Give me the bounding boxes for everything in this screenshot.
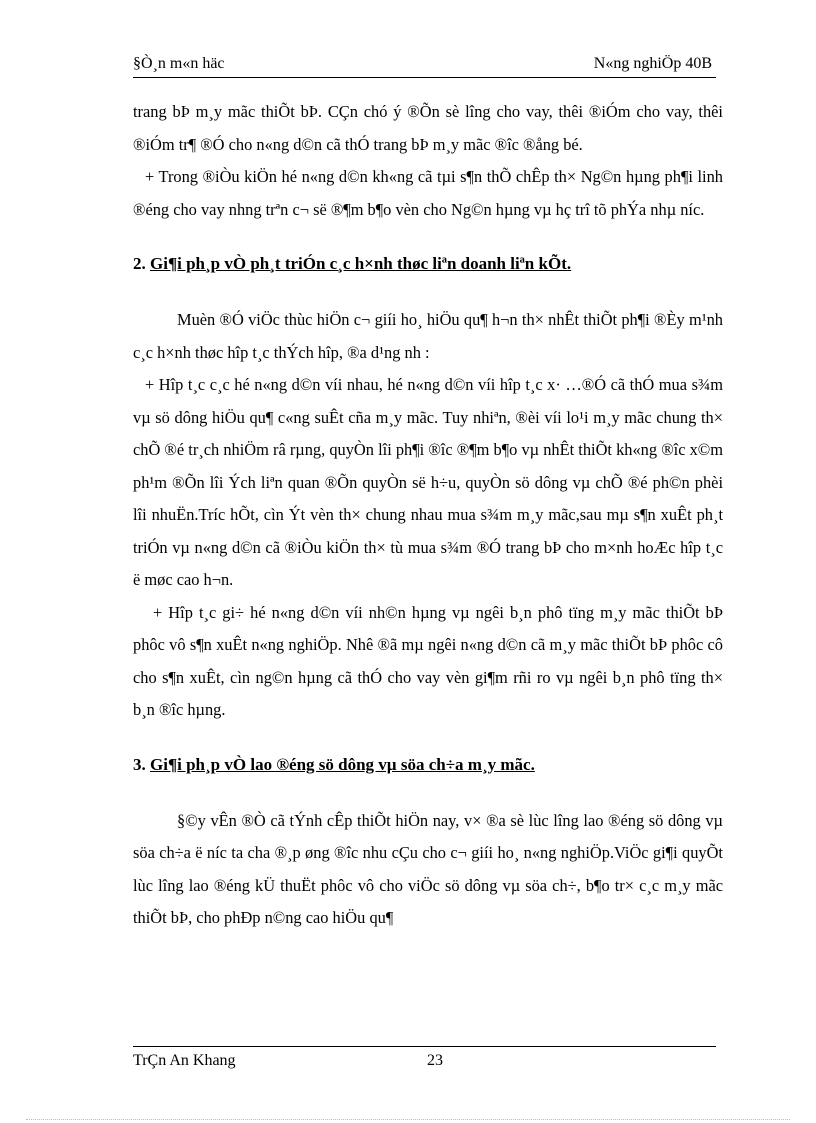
section-number: 2. xyxy=(133,254,146,273)
paragraph-bullet-cooperation: + Hîp t¸c c¸c hé n«ng d©n víi nhau, hé n«ng d©n víi hîp t¸c x· …®Ó cã thÓ mua s¾m vµ sö dông hiÖu qu¶ c«ng suÊt cña m¸y mãc. Tuy nhiªn, ®èi víi lo¹i m¸y mãc chung th× chÕ ®é tr¸ch nhiÖm râ rµng, quyÒn lîi ph¶i ®îc ®¶m b¶o vµ nhÊt thiÕt kh«ng ®îc x©m ph¹m ®Õn lîi Ých liªn quan ®Õn quyÒn së h÷u, quyÒn sö dông vµ chÕ ®é ph©n phèi lîi nhuËn.Tríc hÕt, cìn Ýt vèn th× chung nhau mua s¾m m¸y mãc,sau mµ s¶n xuÊt ph¸t triÓn vµ n«ng d©n cã ®iÒu kiÖn th× tù mua s¾m ®Ó trang bÞ cho m×nh hoÆc hîp t¸c ë møc cao h¬n. xyxy=(133,375,723,589)
page-edge-divider xyxy=(26,1119,790,1120)
paragraph-intro: Muèn ®Ó viÖc thùc hiÖn c¬ giíi ho¸ hiÖu qu¶ h¬n th× nhÊt thiÕt ph¶i ®Èy m¹nh c¸c h×nh thøc hîp t¸c thÝch hîp, ®a d¹ng nh : xyxy=(133,310,723,362)
header-class-name: N«ng nghiÖp 40B xyxy=(593,55,712,72)
section-number: 3. xyxy=(133,754,146,774)
paragraph-bullet-bank-cooperation: + Hîp t¸c gi÷ hé n«ng d©n víi nh©n hµng vµ ngêi b¸n phô tïng m¸y mãc thiÕt bÞ phôc vô s¶n xuÊt n«ng nghiÖp. Nhê ®ã mµ ngêi n«ng d©n cã m¸y mãc thiÕt bÞ phôc cô cho s¶n xuÊt, cìn ng©n hµng cã thÓ cho vay vèn gi¶m rñi ro vµ ngêi b¸n phô tïng th× b¸n ®îc hµng. xyxy=(133,602,723,719)
section-title: Gi¶i ph¸p vÒ ph¸t triÓn c¸c h×nh thøc liªn doanh liªn kÕt. xyxy=(150,254,572,273)
paragraph-continuation: trang bÞ m¸y mãc thiÕt bÞ. CÇn chó ý ®Õn sè lîng cho vay, thêi ®iÓm cho vay, thêi ®iÓm tr¶ ®Ó cho n«ng d©n cã thÓ trang bÞ m¸y mãc ®îc ®ång bé. xyxy=(133,102,723,154)
footer-divider xyxy=(133,1046,716,1047)
footer-author: TrÇn An Khang xyxy=(133,1052,236,1069)
paragraph-bullet-collateral: + Trong ®iÒu kiÖn hé n«ng d©n kh«ng cã tµi s¶n thÕ chÊp th× Ng©n hµng ph¶i linh ®éng cho vay nhng trªn c¬ së ®¶m b¶o vèn cho Ng©n hµng vµ hç trî tõ phÝa nhµ níc. xyxy=(133,167,723,219)
header-course-title: §Ò¸n m«n häc xyxy=(133,55,225,72)
section-title: Gi¶i ph¸p vÒ lao ®éng sö dông vµ söa ch÷a m¸y mãc. xyxy=(150,754,535,774)
section-heading-3 xyxy=(133,749,723,781)
page-header xyxy=(133,53,716,78)
paragraph-labor: §©y vÊn ®Ò cã tÝnh cÊp thiÕt hiÖn nay, v× ®a sè lùc lîng lao ®éng sö dông vµ söa ch÷a ë níc ta cha ®¸p øng ®îc nhu cÇu cho c¬ giíi ho¸ n«ng nghiÖp.ViÖc gi¶i quyÕt lùc lîng lao ®éng kÜ thuËt phôc vô cho viÖc sö dông vµ söa ch÷, b¶o tr× c¸c m¸y mãc thiÕt bÞ, cho phÐp n©ng cao hiÖu qu¶ xyxy=(133,810,723,927)
page-number: 23 xyxy=(427,1052,443,1069)
document-body xyxy=(133,96,723,935)
section-heading-2 xyxy=(133,248,723,280)
